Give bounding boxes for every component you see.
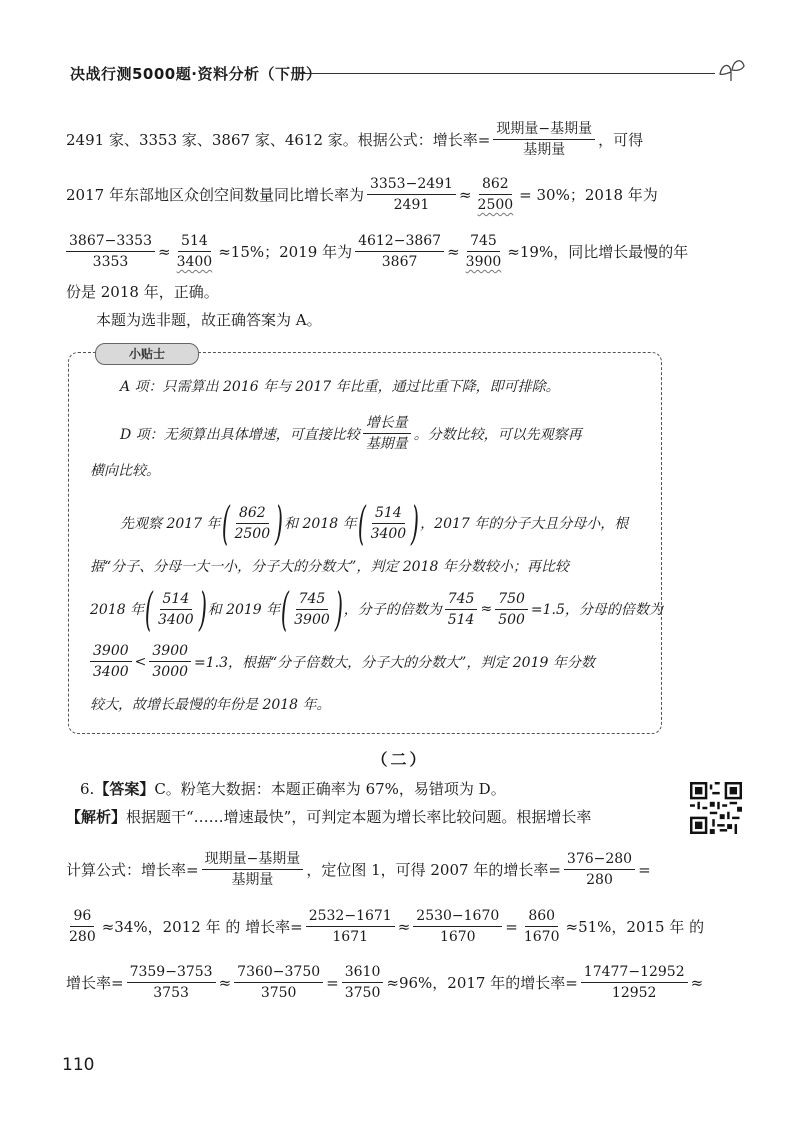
right-paren: ) (198, 582, 207, 636)
fraction (463, 232, 505, 271)
denominator: 3750 (260, 985, 297, 1001)
text: 横向比较。 (90, 463, 160, 479)
fraction (66, 907, 99, 946)
body-line-2 (66, 175, 658, 214)
denominator: 500 (498, 611, 525, 628)
section-title: （二） (371, 750, 429, 769)
body-line-3 (66, 232, 688, 271)
text: 根据题干“……增速最快”，可判定本题为增长率比较问题。根据增长率 (126, 808, 592, 826)
numerator: 7359−3753 (127, 963, 216, 983)
approx-sign: ≈ (458, 185, 472, 204)
text: ，分子的倍数为 (343, 602, 442, 618)
fraction (127, 963, 216, 1002)
fraction (306, 907, 395, 946)
numerator: 增长量 (363, 414, 411, 434)
tip-line-2 (120, 414, 582, 453)
fraction (149, 642, 191, 681)
analysis-line-4 (66, 963, 703, 1002)
parenthesized-fraction (221, 496, 284, 550)
fraction (475, 175, 517, 214)
denominator: 3400 (93, 664, 129, 680)
approx-sign: ≈ (447, 242, 460, 261)
text: 较大，故增长最慢的年份是 2018 年。 (90, 697, 331, 713)
numerator: 3900 (90, 642, 132, 662)
denominator: 280 (69, 929, 96, 945)
text: 增长率= (66, 973, 124, 992)
denominator: 2500 (234, 525, 271, 542)
tip-line-5 (90, 556, 569, 576)
text: 和 2018 年 (284, 516, 357, 532)
parenthesized-fraction (281, 582, 343, 636)
qr-code-icon[interactable] (690, 782, 742, 834)
numerator: 862 (479, 175, 512, 195)
fraction (342, 963, 384, 1002)
approx-sign: ≈ (158, 242, 171, 261)
denominator: 1671 (332, 929, 369, 945)
numerator: 2532−1671 (306, 907, 395, 927)
body-line-1 (66, 120, 643, 159)
text: 2017 年东部地区众创空间数量同比增长率为 (66, 185, 364, 204)
denominator: 514 (447, 611, 475, 628)
denominator: 3000 (152, 664, 189, 680)
fraction (355, 232, 444, 271)
analysis-tag: 【解析】 (66, 808, 127, 826)
denominator: 3867 (381, 254, 418, 270)
numerator: 96 (70, 907, 94, 927)
text: 和 2019 年 (207, 602, 281, 618)
page-number: 110 (62, 1055, 95, 1075)
answer-line (80, 779, 506, 799)
text: 本题为选非题，故正确答案为 A。 (96, 311, 322, 329)
denominator: 3400 (158, 611, 194, 628)
numerator: 860 (525, 907, 558, 927)
numerator: 745 (467, 232, 500, 252)
fraction (66, 232, 155, 271)
left-paren: ( (145, 582, 154, 636)
approx-sign: ≈ (690, 973, 704, 992)
left-paren: ( (221, 496, 230, 550)
left-paren: ( (357, 496, 366, 550)
fraction (368, 504, 410, 543)
numerator: 现期量−基期量 (202, 850, 304, 870)
numerator: 4612−3867 (355, 232, 444, 252)
numerator: 745 (445, 590, 478, 610)
numerator: 514 (372, 504, 405, 524)
tip-line-8 (90, 694, 331, 714)
body-line-4 (66, 282, 219, 302)
text: =1.5，分母的倍数为 (530, 602, 663, 618)
leaf-icon (716, 56, 748, 82)
denominator: 2500 (477, 197, 514, 213)
denominator: 12952 (611, 985, 657, 1001)
fraction (231, 504, 273, 543)
tip-line-1 (120, 376, 560, 396)
text: ≈51%，2015 年 的 (565, 917, 705, 936)
numerator: 7360−3750 (234, 963, 323, 983)
text: ≈19%，同比增长最慢的年 (507, 242, 689, 261)
denominator: 3400 (370, 525, 407, 542)
denominator: 280 (586, 872, 613, 888)
text: A 项：只需算出 2016 年与 2017 年比重，通过比重下降，即可排除。 (120, 379, 560, 395)
text: 份是 2018 年，正确。 (66, 283, 219, 301)
denominator: 2491 (393, 197, 430, 213)
text: = 30% (519, 185, 570, 204)
numerator: 750 (495, 590, 528, 610)
equals-sign: = (326, 973, 339, 992)
text: =1.3，根据“分子倍数大，分子大的分数大”，判定 2019 年分数 (194, 654, 595, 671)
text: ，可得 (598, 130, 644, 149)
text: ，定位图 1，可得 2007 年的增长率= (306, 860, 561, 879)
text: ≈34%，2012 年 的 增长率= (101, 917, 303, 936)
approx-sign: ≈ (397, 917, 411, 936)
numerator: 514 (178, 232, 211, 252)
tip-badge: 小贴士 (95, 343, 199, 365)
answer-tag: 【答案】 (94, 780, 155, 798)
fraction (363, 414, 411, 453)
fraction (234, 963, 323, 1002)
text: 。分数比较，可以先观察再 (413, 426, 582, 443)
numerator: 3867−3353 (66, 232, 155, 252)
body-line-5 (96, 310, 322, 330)
analysis-line-2 (66, 850, 651, 889)
fraction (564, 850, 635, 889)
fraction (291, 590, 333, 629)
numerator: 17477−12952 (581, 963, 688, 983)
text: ≈96%，2017 年的增长率= (386, 973, 578, 992)
right-paren: ) (411, 496, 420, 550)
denominator: 基期量 (231, 872, 274, 888)
fraction (413, 907, 502, 946)
equals-sign: = (638, 860, 651, 879)
analysis-line-3 (66, 907, 704, 946)
text: 先观察 2017 年 (120, 516, 221, 532)
tip-line-6 (90, 582, 663, 636)
text: 据“分子、分母一大一小，分子大的分数大”，判定 2018 年分数较小；再比较 (90, 559, 569, 575)
tip-line-7 (90, 642, 595, 681)
tip-line-4 (120, 496, 629, 550)
denominator: 3750 (344, 985, 381, 1001)
fraction (90, 642, 132, 681)
text: D 项：无须算出具体增速，可直接比较 (120, 426, 360, 443)
formula-fraction (493, 120, 595, 159)
answer-text: C。粉笔大数据：本题正确率为 67%，易错项为 D。 (154, 780, 506, 798)
analysis-line-1 (66, 807, 591, 827)
denominator: 基期量 (365, 436, 408, 452)
right-paren: ) (275, 496, 284, 550)
text: ≈15%；2019 年为 (218, 242, 353, 261)
fraction (155, 590, 197, 629)
parenthesized-fraction (145, 582, 207, 636)
numerator: 3900 (149, 642, 191, 662)
fraction (521, 907, 563, 946)
denominator: 3353 (92, 254, 129, 270)
fraction (495, 590, 528, 629)
numerator: 3610 (342, 963, 384, 983)
approx-sign: ≈ (218, 973, 232, 992)
fraction (445, 590, 478, 629)
denominator: 3900 (294, 611, 330, 628)
text: ；2018 年为 (569, 185, 658, 204)
numerator: 376−280 (564, 850, 635, 870)
right-paren: ) (334, 582, 343, 636)
numerator: 514 (160, 590, 193, 610)
denominator: 1670 (523, 929, 560, 945)
formula-fraction (202, 850, 304, 889)
running-header-title: 决战行测5000题·资料分析（下册） (70, 65, 322, 83)
approx-sign: ≈ (480, 601, 493, 617)
numerator: 现期量−基期量 (493, 120, 595, 140)
fraction (581, 963, 688, 1002)
numerator: 2530−1670 (413, 907, 502, 927)
numerator: 862 (236, 504, 269, 524)
equals-sign: = (505, 917, 518, 936)
text: ，2017 年的分子大且分母小，根 (420, 516, 629, 532)
tip-line-3 (90, 460, 160, 480)
fraction (367, 175, 456, 214)
denominator: 3900 (465, 254, 502, 270)
question-number: 6. (80, 780, 95, 798)
text: 计算公式：增长率= (66, 860, 199, 879)
left-paren: ( (281, 582, 290, 636)
text: 2491 家、3353 家、3867 家、4612 家。根据公式：增长率= (66, 130, 491, 149)
denominator: 1670 (439, 929, 476, 945)
denominator: 3400 (176, 254, 213, 270)
denominator: 3753 (153, 985, 189, 1001)
text: 2018 年 (90, 602, 145, 618)
denominator: 基期量 (523, 142, 566, 158)
parenthesized-fraction (357, 496, 420, 550)
numerator: 3353−2491 (367, 175, 456, 195)
numerator: 745 (296, 590, 329, 610)
fraction (174, 232, 216, 271)
header-rule (300, 73, 715, 74)
less-than-sign: < (134, 653, 147, 670)
